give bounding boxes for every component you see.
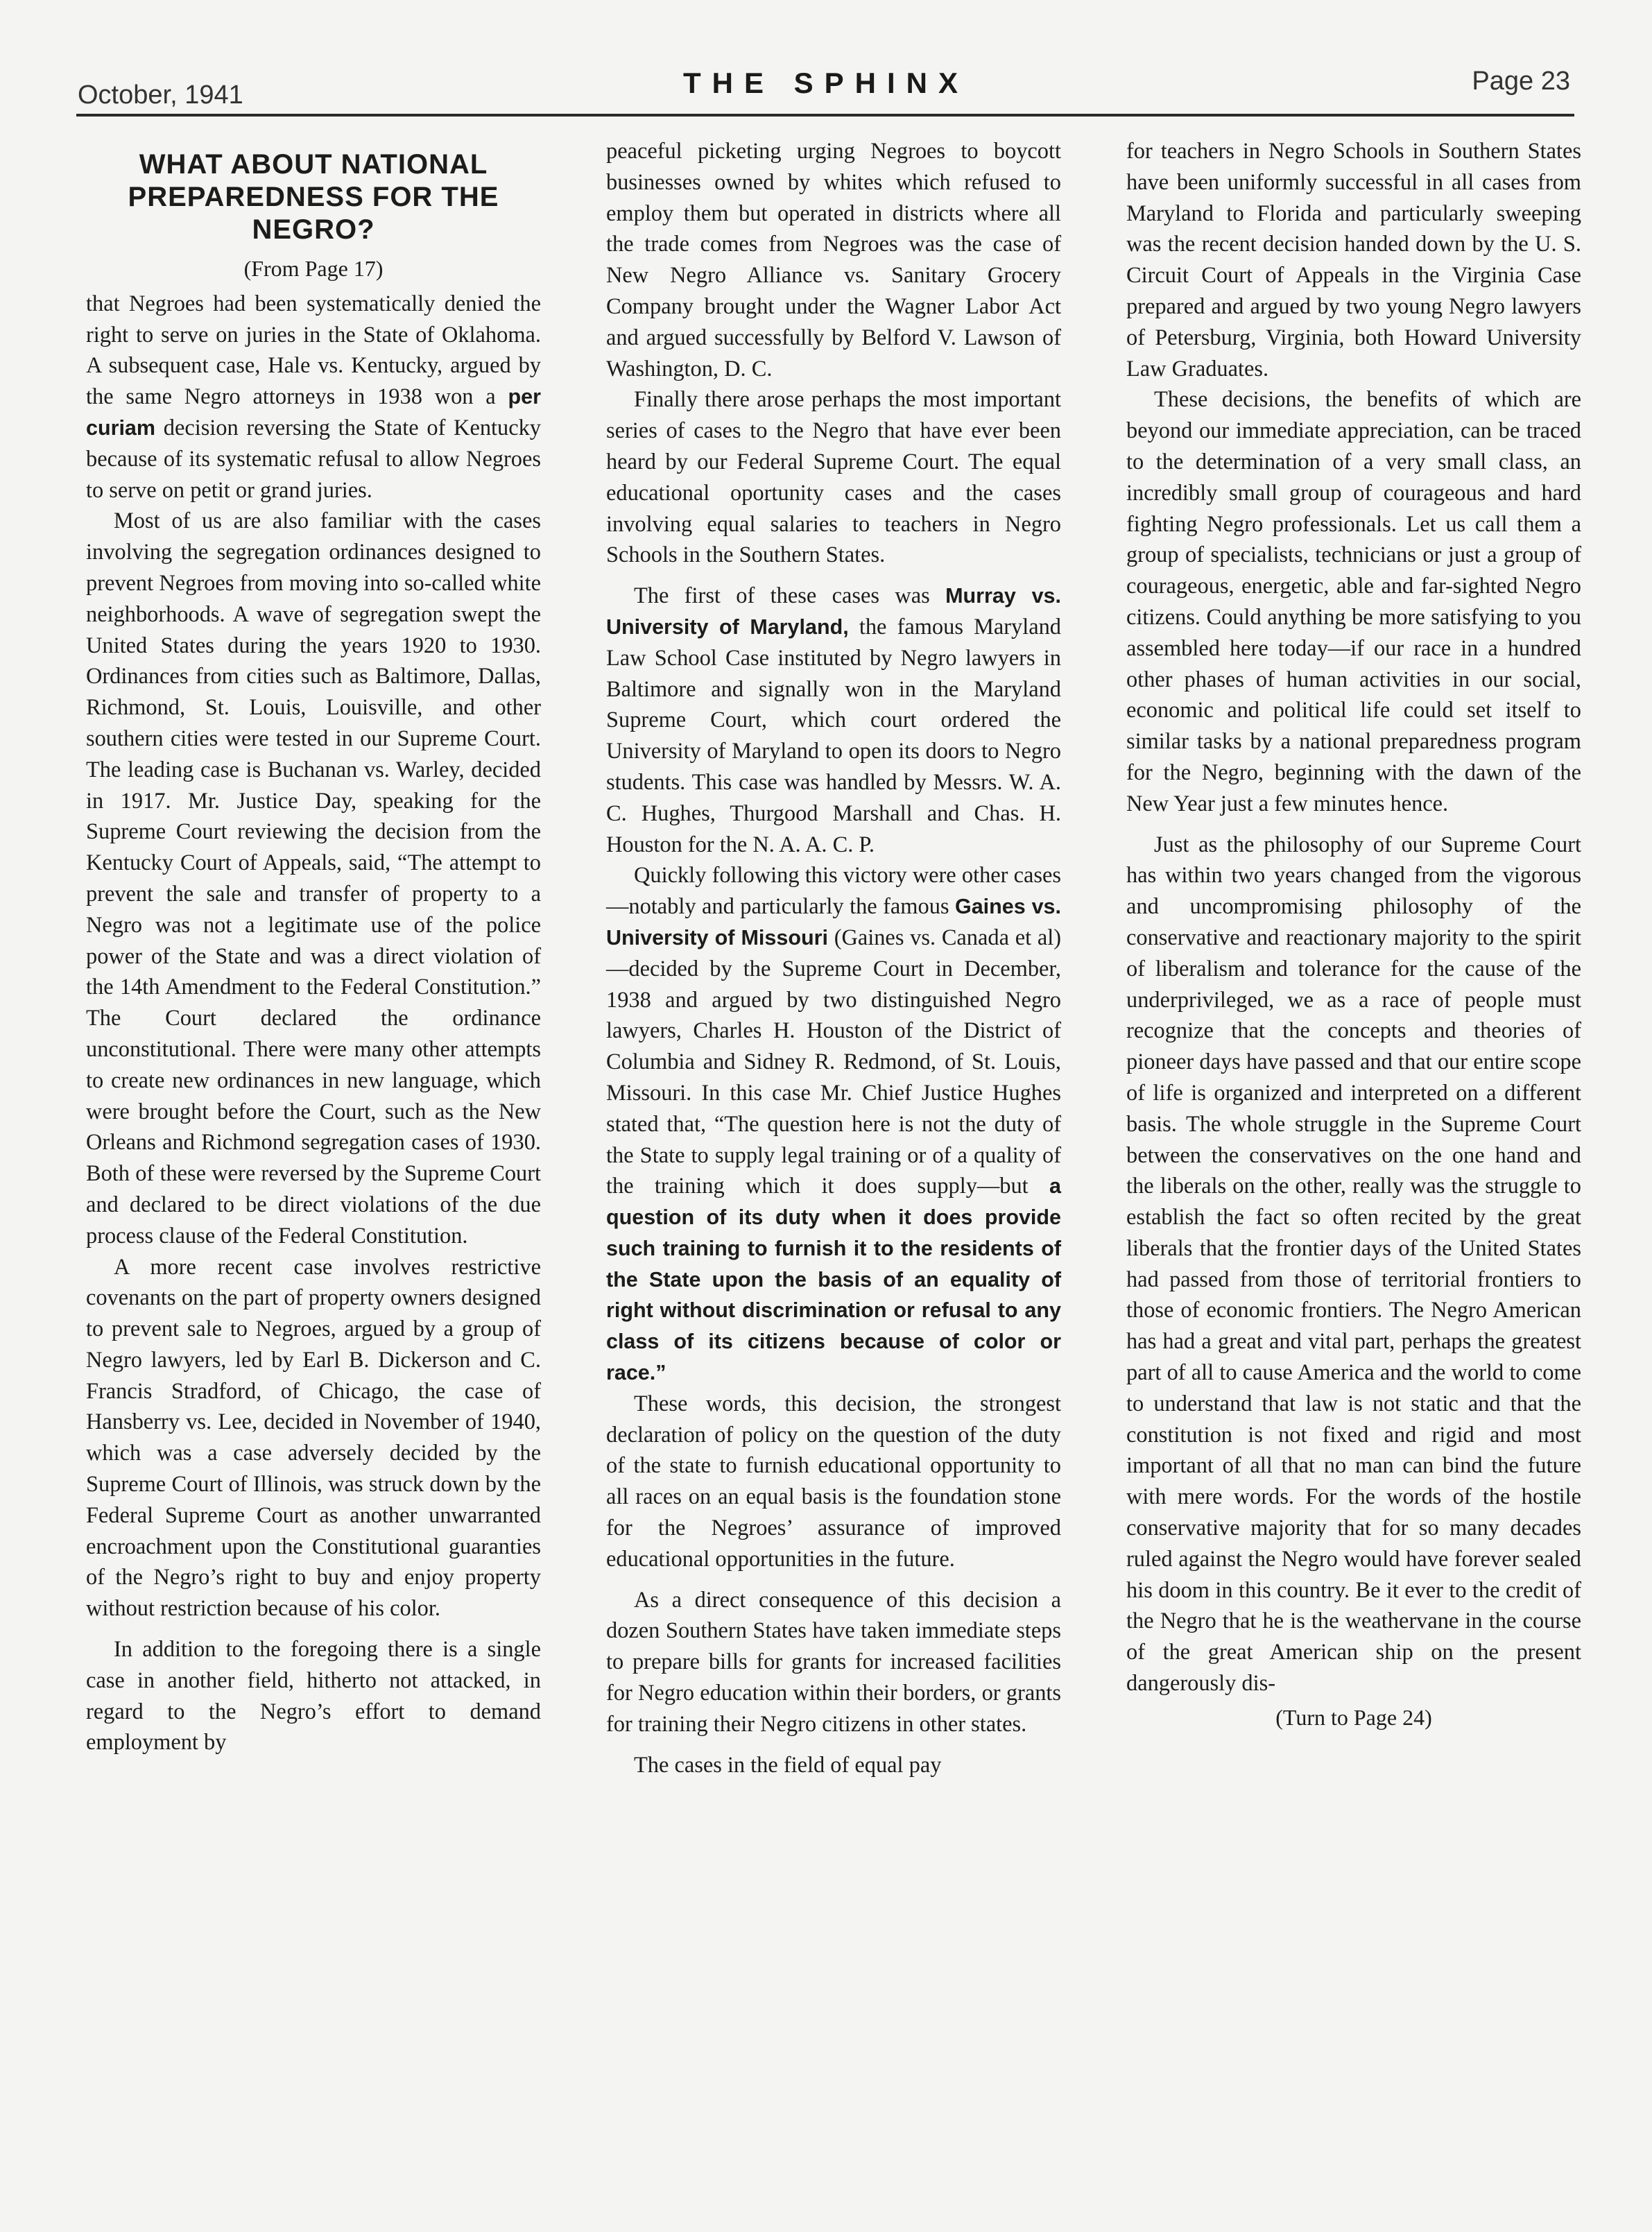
paragraph: As a direct consequence of this decision a dozen Southern States have taken immediate steps to prepare bills for grants for increased facilities for Negro education within their borders, or grants for training their Negro citizens in other states. xyxy=(606,1587,1061,1737)
bold-text: a question of its duty when it does provide such training to furnish it to the residents of the State upon the basis of an equality of right without discrimination or refusal to any class of its citizens because of color or race.” xyxy=(606,1174,1061,1385)
paragraph: These decisions, the benefits of which are beyond our immediate appreciation, can be traced to the determination of a very small class, an incredibly small group of courageous and hard fighting Negro professionals. Let us call them a group of specialists, technicians or just a group of courageous, energetic, able and far-sighted Negro citizens. Could anything be more satisfying to you assembled here today—if our race in a hundred other phases of human activities in our social, economic and political life could set itself to similar tasks by a national preparedness program for the Negro, beginning with the dawn of the New Year just a few minutes hence. xyxy=(1126,387,1581,816)
paragraph xyxy=(606,581,1061,860)
column-2 xyxy=(606,136,1061,1780)
header-rule xyxy=(76,114,1574,117)
bold-text: Gaines vs. University of Missouri xyxy=(606,895,1061,950)
page-header xyxy=(0,0,1652,118)
paragraph: peaceful picketing urging Negroes to boycott businesses owned by whites which refused to employ them but operated in districts where all the trade comes from Negroes was the case of New Negro Alliance vs. Sanitary Grocery Company brought under the Wagner Labor Act and argued successfully by Belford V. Lawson of Washington, D. C. xyxy=(606,139,1061,381)
text-run: The first of these cases was xyxy=(634,583,930,609)
publication-title: THE SPHINX xyxy=(682,67,970,99)
issue-date: October, 1941 xyxy=(78,80,243,110)
column-3 xyxy=(1126,136,1581,1733)
bold-text: Murray vs. University of Maryland, xyxy=(606,584,1061,639)
text-run: that Negroes had been systematically denied the right to serve on juries in the State of Oklahoma. A subsequent case, Hale vs. Kentucky, argued by the same Negro attorneys in 1938 won a xyxy=(86,291,541,410)
paragraph: Finally there arose perhaps the most important series of cases to the Negro that have ever been heard by our Federal Supreme Court. The equal educational oportunity cases and the cases involving equal salaries to teachers in Negro Schools in the Southern States. xyxy=(606,387,1061,568)
paragraph: The cases in the field of equal pay xyxy=(634,1752,942,1778)
text-run: (Gaines vs. Canada et al)—decided by the Supreme Court in December, 1938 and argued by two distinguished Negro lawyers, Charles H. Houston of the District of Columbia and Sidney R. Redmond, of St. Louis, Missouri. In this case Mr. Chief Justice Hughes stated that, “The question here is not the duty of the State to supply legal training or of a quality of the training which it does supply—but xyxy=(606,925,1061,1199)
paragraph xyxy=(86,289,541,506)
paragraph: Most of us are also familiar with the cases involving the segregation ordinances designed to prevent Negroes from moving into so-called white neighborhoods. A wave of segregation swept the United States during the years 1920 to 1930. Ordinances from cities such as Baltimore, Dallas, Richmond, St. Louis, Louisville, and other southern cities were tested in our Supreme Court. The leading case is Buchanan vs. Warley, decided in 1917. Mr. Justice Day, speaking for the Supreme Court reviewing the decision from the Kentucky Court of Appeals, said, “The attempt to prevent the sale and transfer of property to a Negro was not a legitimate use of the police power of the State and was a direct violation of the 14th Amendment to the Federal Constitution.” The Court declared the ordinance unconstitutional. There were many other attempts to create new ordinances in new language, which were brought before the Court, such as the New Orleans and Richmond segregation cases of 1930. Both of these were reversed by the Supreme Court and declared to be direct violations of the due process clause of the Federal Constitution. xyxy=(86,508,541,1248)
paragraph: for teachers in Negro Schools in Southern States have been uniformly successful in all cases from Maryland to Florida and particularly sweeping was the recent decision handed down by the U. S. Circuit Court of Appeals in the Virginia Case prepared and argued by two young Negro lawyers of Petersburg, Virginia, both Howard University Law Graduates. xyxy=(1126,139,1581,381)
continued-on-note: (Turn to Page 24) xyxy=(1275,1704,1432,1730)
text-run: decision reversing the State of Kentucky because of its systematic refusal to allow Negroes to serve on petit or grand juries. xyxy=(86,415,541,503)
paragraph: A more recent case involves restrictive covenants on the part of property owners designed to prevent sale to Negroes, argued by a group of Negro lawyers, led by Earl B. Dickerson and C. Francis Stradford, of Chicago, the case of Hansberry vs. Lee, decided in November of 1940, which was a case adversely decided by the Supreme Court of Illinois, was struck down by the Federal Supreme Court as another unwarranted encroachment upon the Constitutional guaranties of the Negro’s right to buy and enjoy property without restriction because of his color. xyxy=(86,1254,541,1622)
article-headline: WHAT ABOUT NATIONAL PREPAREDNESS FOR THE NEGRO? xyxy=(128,149,499,245)
paragraph: These words, this decision, the strongest declaration of policy on the question of the duty of the state to furnish educational opportunity to all races on an equal basis is the foundation stone for the Negroes’ assurance of improved educational opportunities in the future. xyxy=(606,1391,1061,1572)
column-1 xyxy=(86,136,541,1758)
continued-from-note: (From Page 17) xyxy=(243,256,384,281)
paragraph xyxy=(606,860,1061,1389)
paragraph: Just as the philosophy of our Supreme Court has within two years changed from the vigorous and uncompromising philosophy of the conservative and reactionary majority to the spirit of liberalism and tolerance for the cause of the underprivileged, we as a race of people must recognize that the concepts and theories of pioneer days have passed and that our entire scope of life is organized and interpreted on a different basis. The whole struggle in the Supreme Court between the conservatives on the one hand and the liberals on the other, really was the struggle to establish the fact so often recited by the great liberals that the frontier days of the United States had passed from those of territorial frontiers to those of economic frontiers. The Negro American has had a great and vital part, perhaps the greatest part of all to cause America and the world to come to understand that law is not static and that the constitution is not fixed and rigid and most important of all that no man can bind the future with mere words. For the words of the hostile conservative majority that for so many decades ruled against the Negro would have forever sealed his doom in this country. Be it ever to the credit of the Negro that he is the weathervane in the course of the great American ship on the present dangerously dis- xyxy=(1126,832,1581,1697)
page-number: Page 23 xyxy=(1472,67,1570,96)
bold-text: per curiam xyxy=(86,385,541,440)
text-run: Quickly following this victory were other cases—notably and particularly the famous xyxy=(606,863,1061,920)
text-run: the famous Maryland Law School Case instituted by Negro lawyers in Baltimore and signally won in the Maryland Supreme Court, which court ordered the University of Maryland to open its doors to Negro students. This case was handled by Messrs. W. A. C. Hughes, Thurgood Marshall and Chas. H. Houston for the N. A. A. C. P. xyxy=(606,614,1062,857)
paragraph: In addition to the foregoing there is a single case in another field, hitherto not attacked, in regard to the Negro’s effort to demand employment by xyxy=(86,1637,541,1755)
